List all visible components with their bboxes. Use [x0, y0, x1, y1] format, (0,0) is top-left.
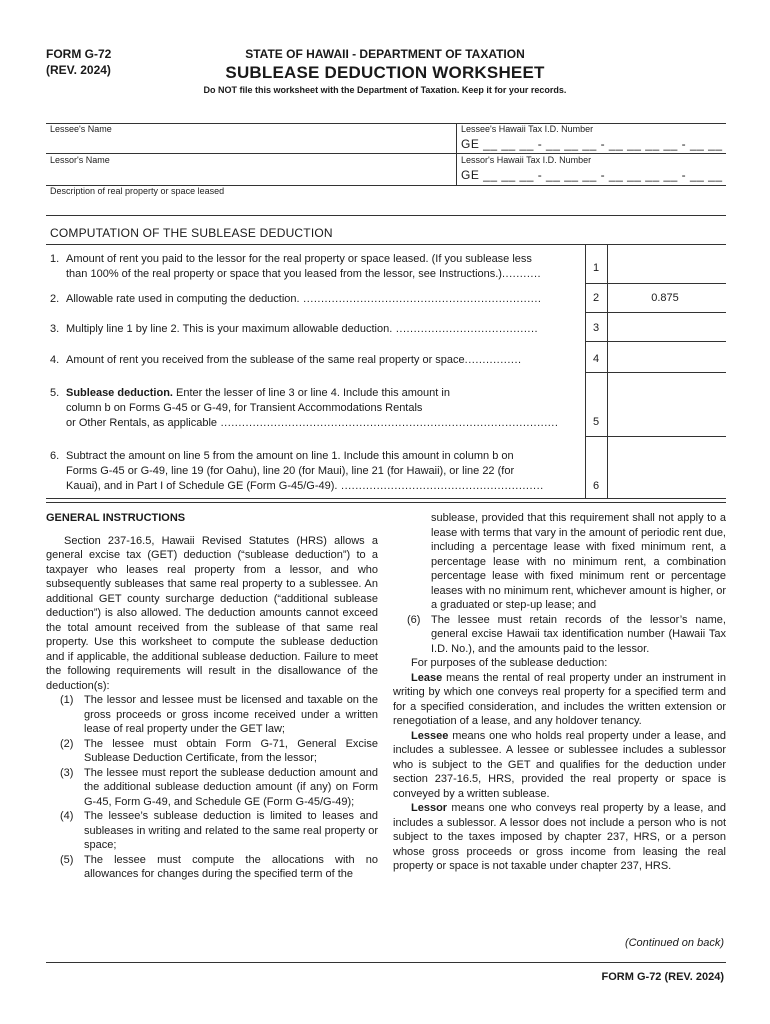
line-5-text-a: Enter the lesser of line 3 or line 4. Include this amount in: [172, 387, 450, 399]
instructions-intro: Section 237-16.5, Hawaii Revised Statutes (HRS) allows a general excise tax (GET) deduction (“sublease deduction”) to a taxpayer who leases real property from a lessor, and who subsequently subleases that same real property to a sublessee. An additional GET county surcharge deduction (“additional sublease deduction”) is also allowed. The deduction amounts cannot exceed the total amount received from the sublease of that same real property. Use this worksheet to compute the sublease deduction and if applicable, the additional sublease deduction. Failure to meet the following requirements will result in the disallowance of the deduction(s):: [46, 534, 378, 692]
instructions-title: GENERAL INSTRUCTIONS: [46, 512, 186, 524]
row-divider: [585, 436, 726, 437]
line-5-number: 5.: [50, 387, 60, 399]
computation-title: COMPUTATION OF THE SUBLEASE DEDUCTION: [50, 226, 333, 240]
lessee-tax-id-field[interactable]: GE __ __ __ - __ __ __ - __ __ __ __ - __ __: [461, 137, 723, 151]
computation-bottom-rule: [46, 498, 726, 499]
line-3-text: 3. Multiply line 1 by line 2. This is your maximum allowable deduction. ........................................: [50, 323, 539, 335]
form-revision: (REV. 2024): [46, 63, 111, 77]
line-6-text: 6. Subtract the amount on line 5 from the amount on line 1. Include this amount in column b on Forms G-45 or G-49, line 19 (for Oahu), line 20 (for Maui), line 21 (for Hawaii), or line 22 (for Kauai), and in Part I of Schedule GE (Form G-45/G-49). .........................................................: [50, 450, 544, 492]
instructions-right-column: [393, 511, 726, 874]
line-2-number: 2.: [50, 293, 60, 305]
field-divider-1: [46, 153, 726, 154]
line-5-text-c: or Other Rentals, as applicable: [66, 417, 218, 429]
definition-lessee: Lessee means one who holds real property under a lease, and includes a sublessee. A lessee or sublessee includes a sublessor who is subject to the GET and qualifies for the deduction under section 237-16.5, HRS, provided the real property or space is conveyed by a written sublease.: [393, 729, 726, 800]
requirement-item: (4) The lessee’s sublease deduction is limited to leases and subleases in writing and related to the same real property or space;: [60, 810, 378, 851]
line-2-amount[interactable]: 0.875: [651, 292, 679, 304]
page-title: SUBLEASE DEDUCTION WORKSHEET: [225, 63, 545, 82]
lessor-tax-id-label: Lessor's Hawaii Tax I.D. Number: [461, 155, 592, 165]
line-1-text: 1. Amount of rent you paid to the lessor for the real property or space leased. (If you sublease less than 100% of the real property or space that you leased from the lessor, see Instructions.)...........: [50, 253, 542, 280]
line-3-box-number: 3: [592, 322, 600, 334]
requirement-item: (6) The lessee must retain records of the lessor’s name, general excise Hawaii tax identification number (Hawaii Tax I.D. No.), and the amounts paid to the lessor.: [407, 613, 726, 655]
line-2-text: 2. Allowable rate used in computing the deduction. ...................................................................: [50, 293, 542, 305]
computation-top-rule: [46, 244, 726, 245]
line-4-text-a: Amount of rent you received from the sublease of the same real property or space: [66, 354, 465, 366]
line-1-number: 1.: [50, 253, 60, 265]
definition-lease: Lease means the rental of real property under an instrument in writing by which one conveys real property for a specified term and for a specified consideration, and includes the written extension or renegotiation of a lease, and any holdover tenancy.: [393, 671, 726, 727]
agency-name: STATE OF HAWAII - DEPARTMENT OF TAXATION: [245, 47, 525, 61]
line-1-text-a: Amount of rent you paid to the lessor for the real property or space leased. (If you sublease less: [66, 253, 532, 265]
line-5-box-number: 5: [592, 416, 600, 428]
line-6-text-a: Subtract the amount on line 5 from the amount on line 1. Include this amount in column b on: [66, 450, 514, 462]
purposes-line: For purposes of the sublease deduction:: [411, 657, 608, 669]
line-2-text-a: Allowable rate used in computing the deduction.: [66, 293, 300, 305]
lessor-tax-id-field[interactable]: GE __ __ __ - __ __ __ - __ __ __ __ - __ __: [461, 168, 723, 182]
line-5-text-b: column b on Forms G-45 or G-49, for Transient Accommodations Rentals: [66, 402, 423, 414]
lessor-name-label: Lessor's Name: [50, 155, 110, 165]
row-divider: [585, 341, 726, 342]
footer-form-label: FORM G-72 (REV. 2024): [601, 971, 724, 983]
line-6-text-c: Kauai), and in Part I of Schedule GE (Form G-45/G-49).: [66, 480, 338, 492]
requirement-item: (1) The lessor and lessee must be licensed and taxable on the gross proceeds or gross income received under a written lease of real property under the GET law;: [60, 694, 378, 735]
line-1-text-b: than 100% of the real property or space that you leased from the lessor, see Instructions.): [66, 268, 502, 280]
item-5-continuation: sublease, provided that this requirement shall not apply to a lease with terms that vary in the amount of periodic rent due, including a percentage lease with fixed minimum rent, a percentage lease with no minimum rent, a combination percentage lease with fixed minimum rent or percentage leases with no minimum rent, whichever amount is higher, or a graduated or step-up lease; and: [431, 512, 726, 611]
form-number: FORM G-72: [46, 47, 112, 61]
requirement-item: (3) The lessee must report the sublease deduction amount and the additional sublease deduction amount (if any) on Form G-45, Form G-49, and Schedule GE (Form G-45/G-49);: [60, 766, 378, 808]
requirement-item: (5) The lessee must compute the allocations with no allowances for changes during the specified term of the: [60, 853, 378, 880]
line-4-number: 4.: [50, 354, 60, 366]
line-1-box-number: 1: [592, 262, 600, 274]
filing-notice: Do NOT file this worksheet with the Department of Taxation. Keep it for your records.: [203, 85, 567, 95]
line-3-text-a: Multiply line 1 by line 2. This is your maximum allowable deduction.: [66, 323, 393, 335]
footer-rule: [46, 962, 726, 963]
field-divider-vertical: [456, 123, 457, 185]
line-4-text: 4. Amount of rent you received from the sublease of the same real property or space................: [50, 354, 522, 366]
lessee-tax-id-label: Lessee's Hawaii Tax I.D. Number: [461, 124, 594, 134]
line-4-box-number: 4: [592, 353, 600, 365]
requirement-item: (2) The lessee must obtain Form G-71, General Excise Sublease Deduction Certificate, from the lessor;: [60, 737, 378, 764]
instructions-left-column: [46, 511, 378, 882]
field-divider-top: [46, 123, 726, 124]
definition-lessor: Lessor means one who conveys real property by a lease, and includes a sublessor. A lessor does not include a person who is not subject to the taxes imposed by chapter 237, HRS, or a person whose gross proceeds or gross income from leasing the real property or space is not taxable under chapter 237, HRS.: [393, 802, 726, 872]
lessee-name-label: Lessee's Name: [50, 124, 112, 134]
line-2-box-number: 2: [592, 292, 600, 304]
line-6-text-b: Forms G-45 or G-49, line 19 (for Oahu), line 20 (for Maui), line 21 (for Hawaii), or line 22 (for: [66, 465, 515, 477]
continued-on-back: (Continued on back): [624, 937, 724, 949]
row-divider: [585, 372, 726, 373]
line-5-text: 5. Sublease deduction. Enter the lesser of line 3 or line 4. Include this amount in column b on Forms G-45 or G-49, for Transient Accommodations Rentals or Other Rentals, as applicable ...............................................................................................: [50, 387, 559, 429]
field-divider-3: [46, 215, 726, 216]
row-divider: [585, 312, 726, 313]
row-divider: [585, 283, 726, 284]
line-6-box-number: 6: [592, 480, 600, 492]
line-5-bold-label: Sublease deduction.: [66, 387, 173, 399]
computation-bottom-rule-2: [46, 502, 726, 503]
line-6-number: 6.: [50, 450, 60, 462]
line-3-number: 3.: [50, 323, 60, 335]
description-label: Description of real property or space leased: [50, 186, 225, 196]
